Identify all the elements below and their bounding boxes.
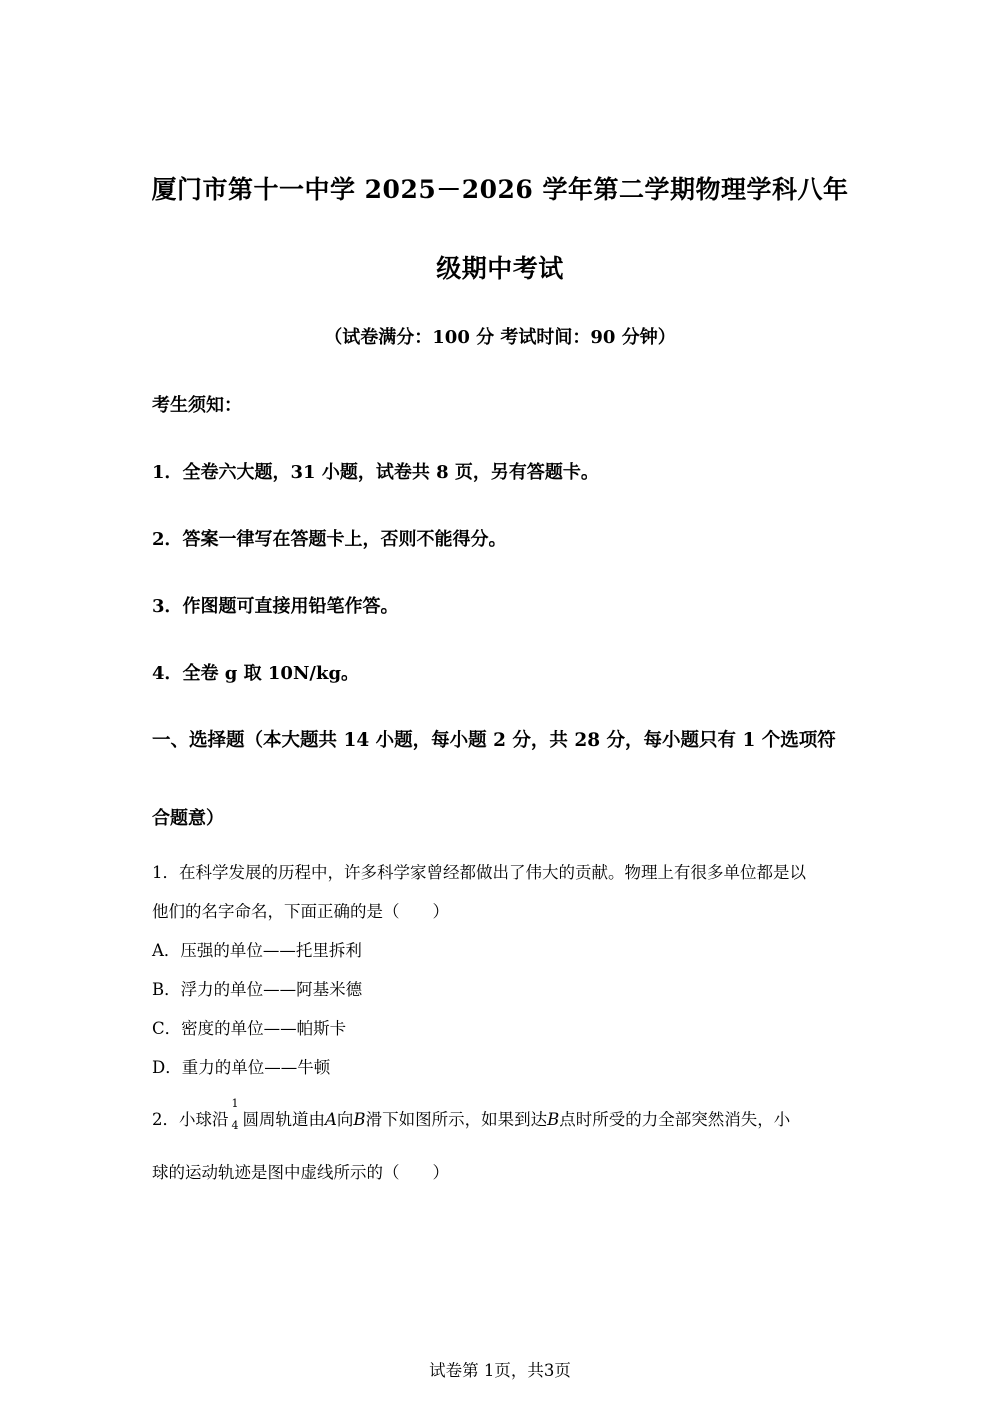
q2-fraction	[231, 1096, 241, 1132]
q2-prefix: 2．小球沿	[152, 1110, 229, 1129]
notice-item-4: 4．全卷 g 取 10N/kg。	[152, 663, 360, 684]
q1-stem-line2: 他们的名字命名，下面正确的是（ ）	[152, 902, 449, 921]
q2-part2: 向	[336, 1110, 354, 1129]
q2-var-b: B	[353, 1110, 366, 1129]
notice-heading: 考生须知：	[152, 395, 242, 416]
section1-heading-line1: 一、选择题（本大题共 14 小题，每小题 2 分，共 28 分，每小题只有 1 个选项符	[152, 730, 836, 751]
q2-part4: 点时所受的力全部突然消失，小	[559, 1110, 791, 1129]
q1-option-b: B．浮力的单位——阿基米德	[152, 980, 363, 999]
q2-part1: 圆周轨道由	[242, 1110, 325, 1129]
q2-frac-denominator: 4	[231, 1118, 239, 1132]
notice-item-3: 3．作图题可直接用铅笔作答。	[152, 596, 399, 617]
q1-option-c: C．密度的单位——帕斯卡	[152, 1019, 347, 1038]
q2-frac-numerator: 1	[231, 1096, 239, 1110]
notice-item-1: 1．全卷六大题，31 小题，试卷共 8 页，另有答题卡。	[152, 462, 599, 483]
q1-option-a: A．压强的单位——托里拆利	[152, 941, 362, 960]
q2-stem-line1	[152, 1096, 791, 1132]
notice-item-2: 2．答案一律写在答题卡上，否则不能得分。	[152, 529, 507, 550]
section1-heading-line2: 合题意）	[152, 808, 224, 829]
q2-var-a: A	[325, 1110, 337, 1129]
q2-stem-line2: 球的运动轨迹是图中虚线所示的（ ）	[152, 1163, 449, 1182]
q2-var-b2: B	[547, 1110, 560, 1129]
q1-stem-line1: 1．在科学发展的历程中，许多科学家曾经都做出了伟大的贡献。物理上有很多单位都是以	[152, 863, 806, 882]
q2-part3: 滑下如图所示，如果到达	[365, 1110, 548, 1129]
q1-option-d: D．重力的单位——牛顿	[152, 1058, 331, 1077]
page-footer: 试卷第 1页，共3页	[429, 1361, 571, 1380]
exam-title-line2: 级期中考试	[436, 254, 564, 283]
exam-title-line1: 厦门市第十一中学 2025－2026 学年第二学期物理学科八年	[151, 175, 849, 204]
exam-subtitle: （试卷满分：100 分 考试时间：90 分钟）	[324, 327, 676, 348]
